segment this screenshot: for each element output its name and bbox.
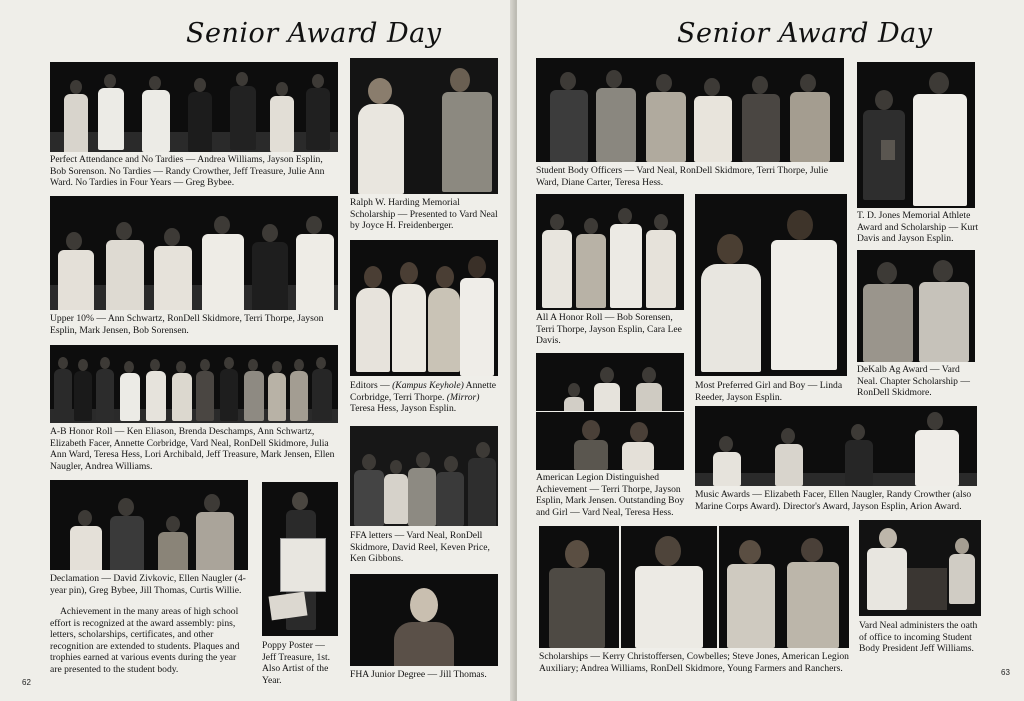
page-number: 63 [1001,668,1010,677]
photo-dekalb [857,250,975,362]
caption-student-body-officers: Student Body Officers — Vard Neal, RonDell Skidmore, Terri Thorpe, Julie Ward, Diane Carter, Teresa Hess. [536,165,828,188]
trophy-image [881,140,895,160]
photo-most-preferred [695,194,847,376]
caption-legion: American Legion Distinguished Achievement — Terri Thorpe, Jayson Esplin, Mark Jensen. Outstanding Boy and Girl — Vard Neal, Teresa Hess. [536,472,685,518]
caption-most-preferred: Most Preferred Girl and Boy — Linda Reeder, Jayson Esplin. [695,380,843,403]
photo-editors [350,240,498,376]
intro-paragraph: Achievement in the many areas of high school effort is recognized at the award assembly: pins, letters, scholarships, certificates, and other recognition are extended to students. Plaques and trophies earned at various events during the year are presented to the student body. [50,606,240,675]
certificate-image [269,592,308,621]
photo-ffa-letters [350,426,498,526]
photo-oath [859,520,981,616]
photo-scholarship-2 [621,526,717,648]
caption-all-a: All A Honor Roll — Bob Sorensen, Terri Thorpe, Jayson Esplin, Cara Lee Davis. [536,312,682,347]
photo-harding-scholarship [350,58,498,194]
photo-scholarship-1 [539,526,619,648]
podium-image [907,568,947,610]
caption-upper-10: Upper 10% — Ann Schwartz, RonDell Skidmore, Terri Thorpe, Jayson Esplin, Mark Jensen, Bob Sorensen. [50,313,324,336]
caption-perfect-attendance: Perfect Attendance and No Tardies — Andrea Williams, Jayson Esplin, Bob Sorenson. No Tardies — Randy Crowther, Jeff Treasure, Julie Ann Ward. No Tardies in Four Years — Greg Bybee. [50,154,325,189]
caption-scholarships: Scholarships — Kerry Christoffersen, Cowbelles; Steve Jones, American Legion Auxiliary; Andrea Williams, RonDell Skidmore, Young Farmers and Ranchers. [539,651,849,674]
photo-poppy-poster [262,482,338,636]
caption-music-awards: Music Awards — Elizabeth Facer, Ellen Naugler, Randy Crowther (also Marine Corps Award). Director's Award, Jayson Esplin, Arion Award. [695,489,972,512]
caption-dekalb: DeKalb Ag Award — Vard Neal. Chapter Scholarship — RonDell Skidmore. [857,364,970,399]
page-number: 62 [22,678,31,687]
caption-editors: Editors — (Kampus Keyhole) Annette Corbridge, Terri Thorpe. (Mirror) Teresa Hess, Jayson Esplin. [350,380,497,415]
photo-legion-achievement [536,353,684,411]
page-title: Senior Award Day [186,18,442,49]
photo-student-body-officers [536,58,844,162]
photo-fha [350,574,498,666]
caption-oath: Vard Neal administers the oath of office to incoming Student Body President Jeff Williams. [859,620,978,655]
photo-all-a-honor-roll [536,194,684,310]
poster-image [280,538,326,592]
photo-scholarship-3 [719,526,849,648]
photo-ab-honor-roll [50,345,338,423]
right-page [517,0,1024,701]
caption-ffa: FFA letters — Vard Neal, RonDell Skidmore, David Reel, Keven Price, Ken Gibbons. [350,530,490,565]
caption-ab-honor-roll: A-B Honor Roll — Ken Eliason, Brenda Deschamps, Ann Schwartz, Elizabeth Facer, Annette Corbridge, Vard Neal, RonDell Skidmore, Julia Ann Ward, Teresa Hess, Lori Archibald, Jeff Treasure, Mark Jensen, Ellen Naugler, Andrea Williams. [50,426,335,472]
photo-declamation [50,480,248,570]
photo-outstanding-boy-girl [536,412,684,470]
photo-music-awards [695,406,977,486]
photo-upper-10 [50,196,338,310]
caption-fha: FHA Junior Degree — Jill Thomas. [350,669,487,680]
caption-td-jones: T. D. Jones Memorial Athlete Award and Scholarship — Kurt Davis and Jayson Esplin. [857,210,979,245]
caption-harding: Ralph W. Harding Memorial Scholarship — Presented to Vard Neal by Joyce H. Freidenberger. [350,197,498,232]
page-title: Senior Award Day [677,18,933,49]
caption-declamation: Declamation — David Zivkovic, Ellen Naugler (4-year pin), Greg Bybee, Jill Thomas, Curtis Willie. [50,573,246,596]
photo-td-jones [857,62,975,208]
photo-perfect-attendance [50,62,338,152]
caption-poppy: Poppy Poster — Jeff Treasure, 1st. Also Artist of the Year. [262,640,331,686]
